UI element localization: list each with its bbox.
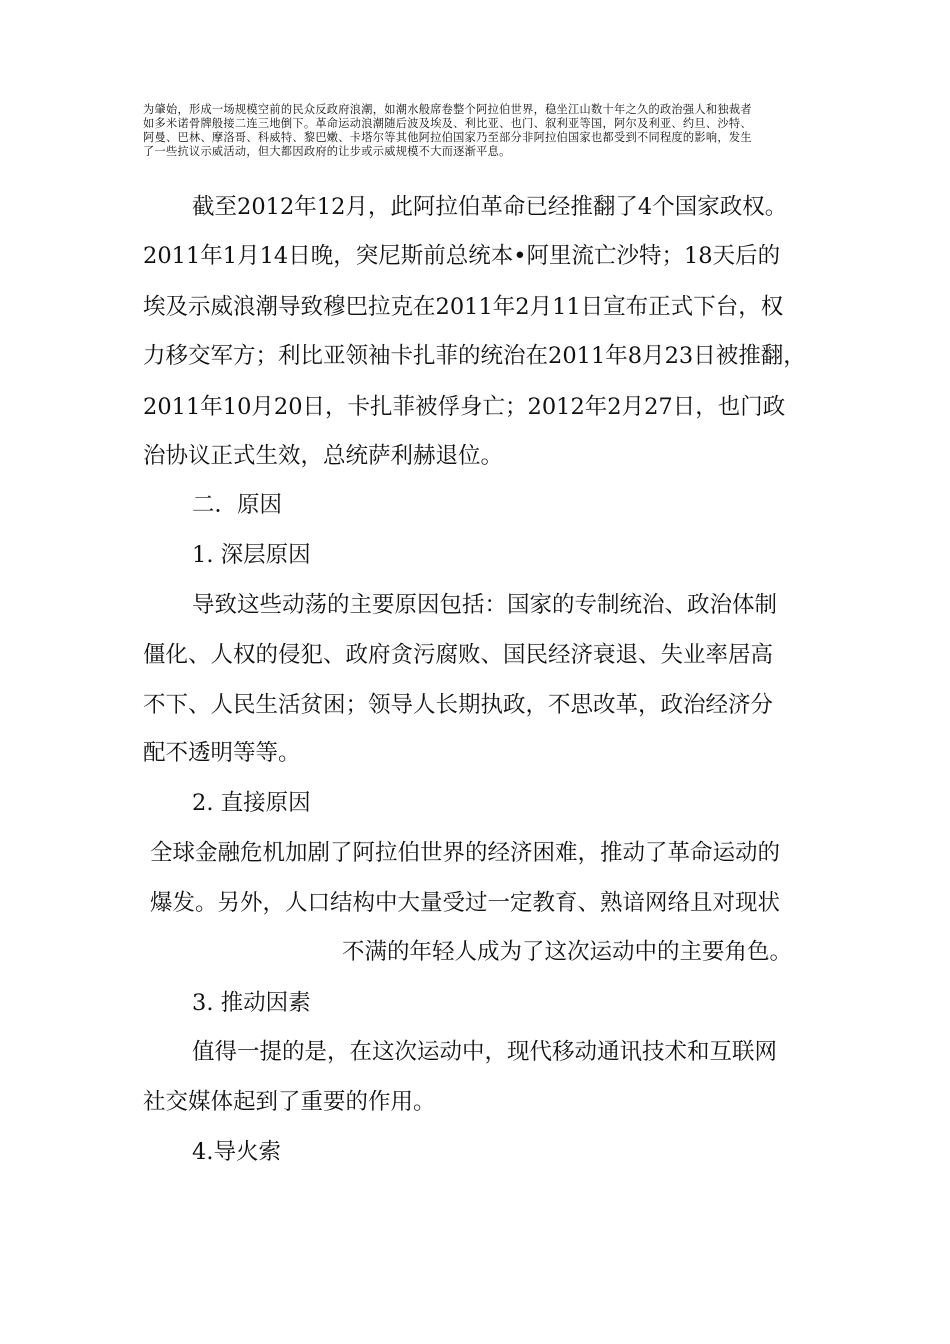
subsection-heading: 1. 深层原因	[192, 542, 311, 568]
paragraph-line: 值得一提的是，在这次运动中，现代移动通讯技术和互联网	[192, 1039, 778, 1065]
paragraph-line: 爆发。另外，人口结构中大量受过一定教育、熟谙网络且对现状	[150, 890, 781, 916]
paragraph-line: 不下、人民生活贫困；领导人长期执政，不思改革，政治经济分	[143, 692, 774, 718]
subsection-heading: 4.导火索	[192, 1139, 281, 1165]
intro-line: 为肇始，形成一场规模空前的民众反政府浪潮，如潮水般席卷整个阿拉伯世界，稳坐江山数十年之久的政治强人和独裁者	[143, 103, 752, 116]
paragraph-line: 配不透明等等。	[143, 740, 301, 766]
paragraph-line: 全球金融危机加剧了阿拉伯世界的经济困难，推动了革命运动的	[150, 840, 781, 866]
paragraph-line: 截至2012年12月，此阿拉伯革命已经推翻了4个国家政权。	[192, 194, 788, 220]
section-heading: 二．原因	[192, 492, 283, 518]
paragraph-line: 2011年10月20日，卡扎菲被俘身亡；2012年2月27日，也门政	[143, 394, 786, 420]
paragraph-line: 2011年1月14日晚，突尼斯前总统本•阿里流亡沙特；18天后的	[143, 243, 781, 269]
paragraph-line: 僵化、人权的侵犯、政府贪污腐败、国民经济衰退、失业率居高	[143, 642, 774, 668]
intro-line: 了一些抗议示威活动，但大都因政府的让步或示威规模不大而逐渐平息。	[143, 145, 511, 158]
paragraph-line: 导致这些动荡的主要原因包括：国家的专制统治、政治体制	[192, 592, 778, 618]
intro-line: 阿曼、巴林、摩洛哥、科威特、黎巴嫩、卡塔尔等其他阿拉伯国家乃至部分非阿拉伯国家也都受到不同程度的影响，发生	[143, 131, 752, 144]
subsection-heading: 2. 直接原因	[192, 790, 311, 816]
intro-line: 如多米诺骨牌般接二连三地倒下。革命运动浪潮随后波及埃及、利比亚、也门、叙利亚等国，阿尔及利亚、约旦、沙特、	[143, 117, 752, 130]
paragraph-line: 治协议正式生效，总统萨利赫退位。	[143, 443, 504, 469]
paragraph-line: 不满的年轻人成为了这次运动中的主要角色。	[342, 939, 793, 965]
intro-paragraph	[143, 103, 833, 159]
paragraph-line: 力移交军方；利比亚领袖卡扎菲的统治在2011年8月23日被推翻，	[143, 343, 806, 369]
paragraph-line: 埃及示威浪潮导致穆巴拉克在2011年2月11日宣布正式下台，权	[143, 294, 784, 320]
paragraph-line: 社交媒体起到了重要的作用。	[143, 1089, 436, 1115]
subsection-heading: 3. 推动因素	[192, 990, 311, 1016]
